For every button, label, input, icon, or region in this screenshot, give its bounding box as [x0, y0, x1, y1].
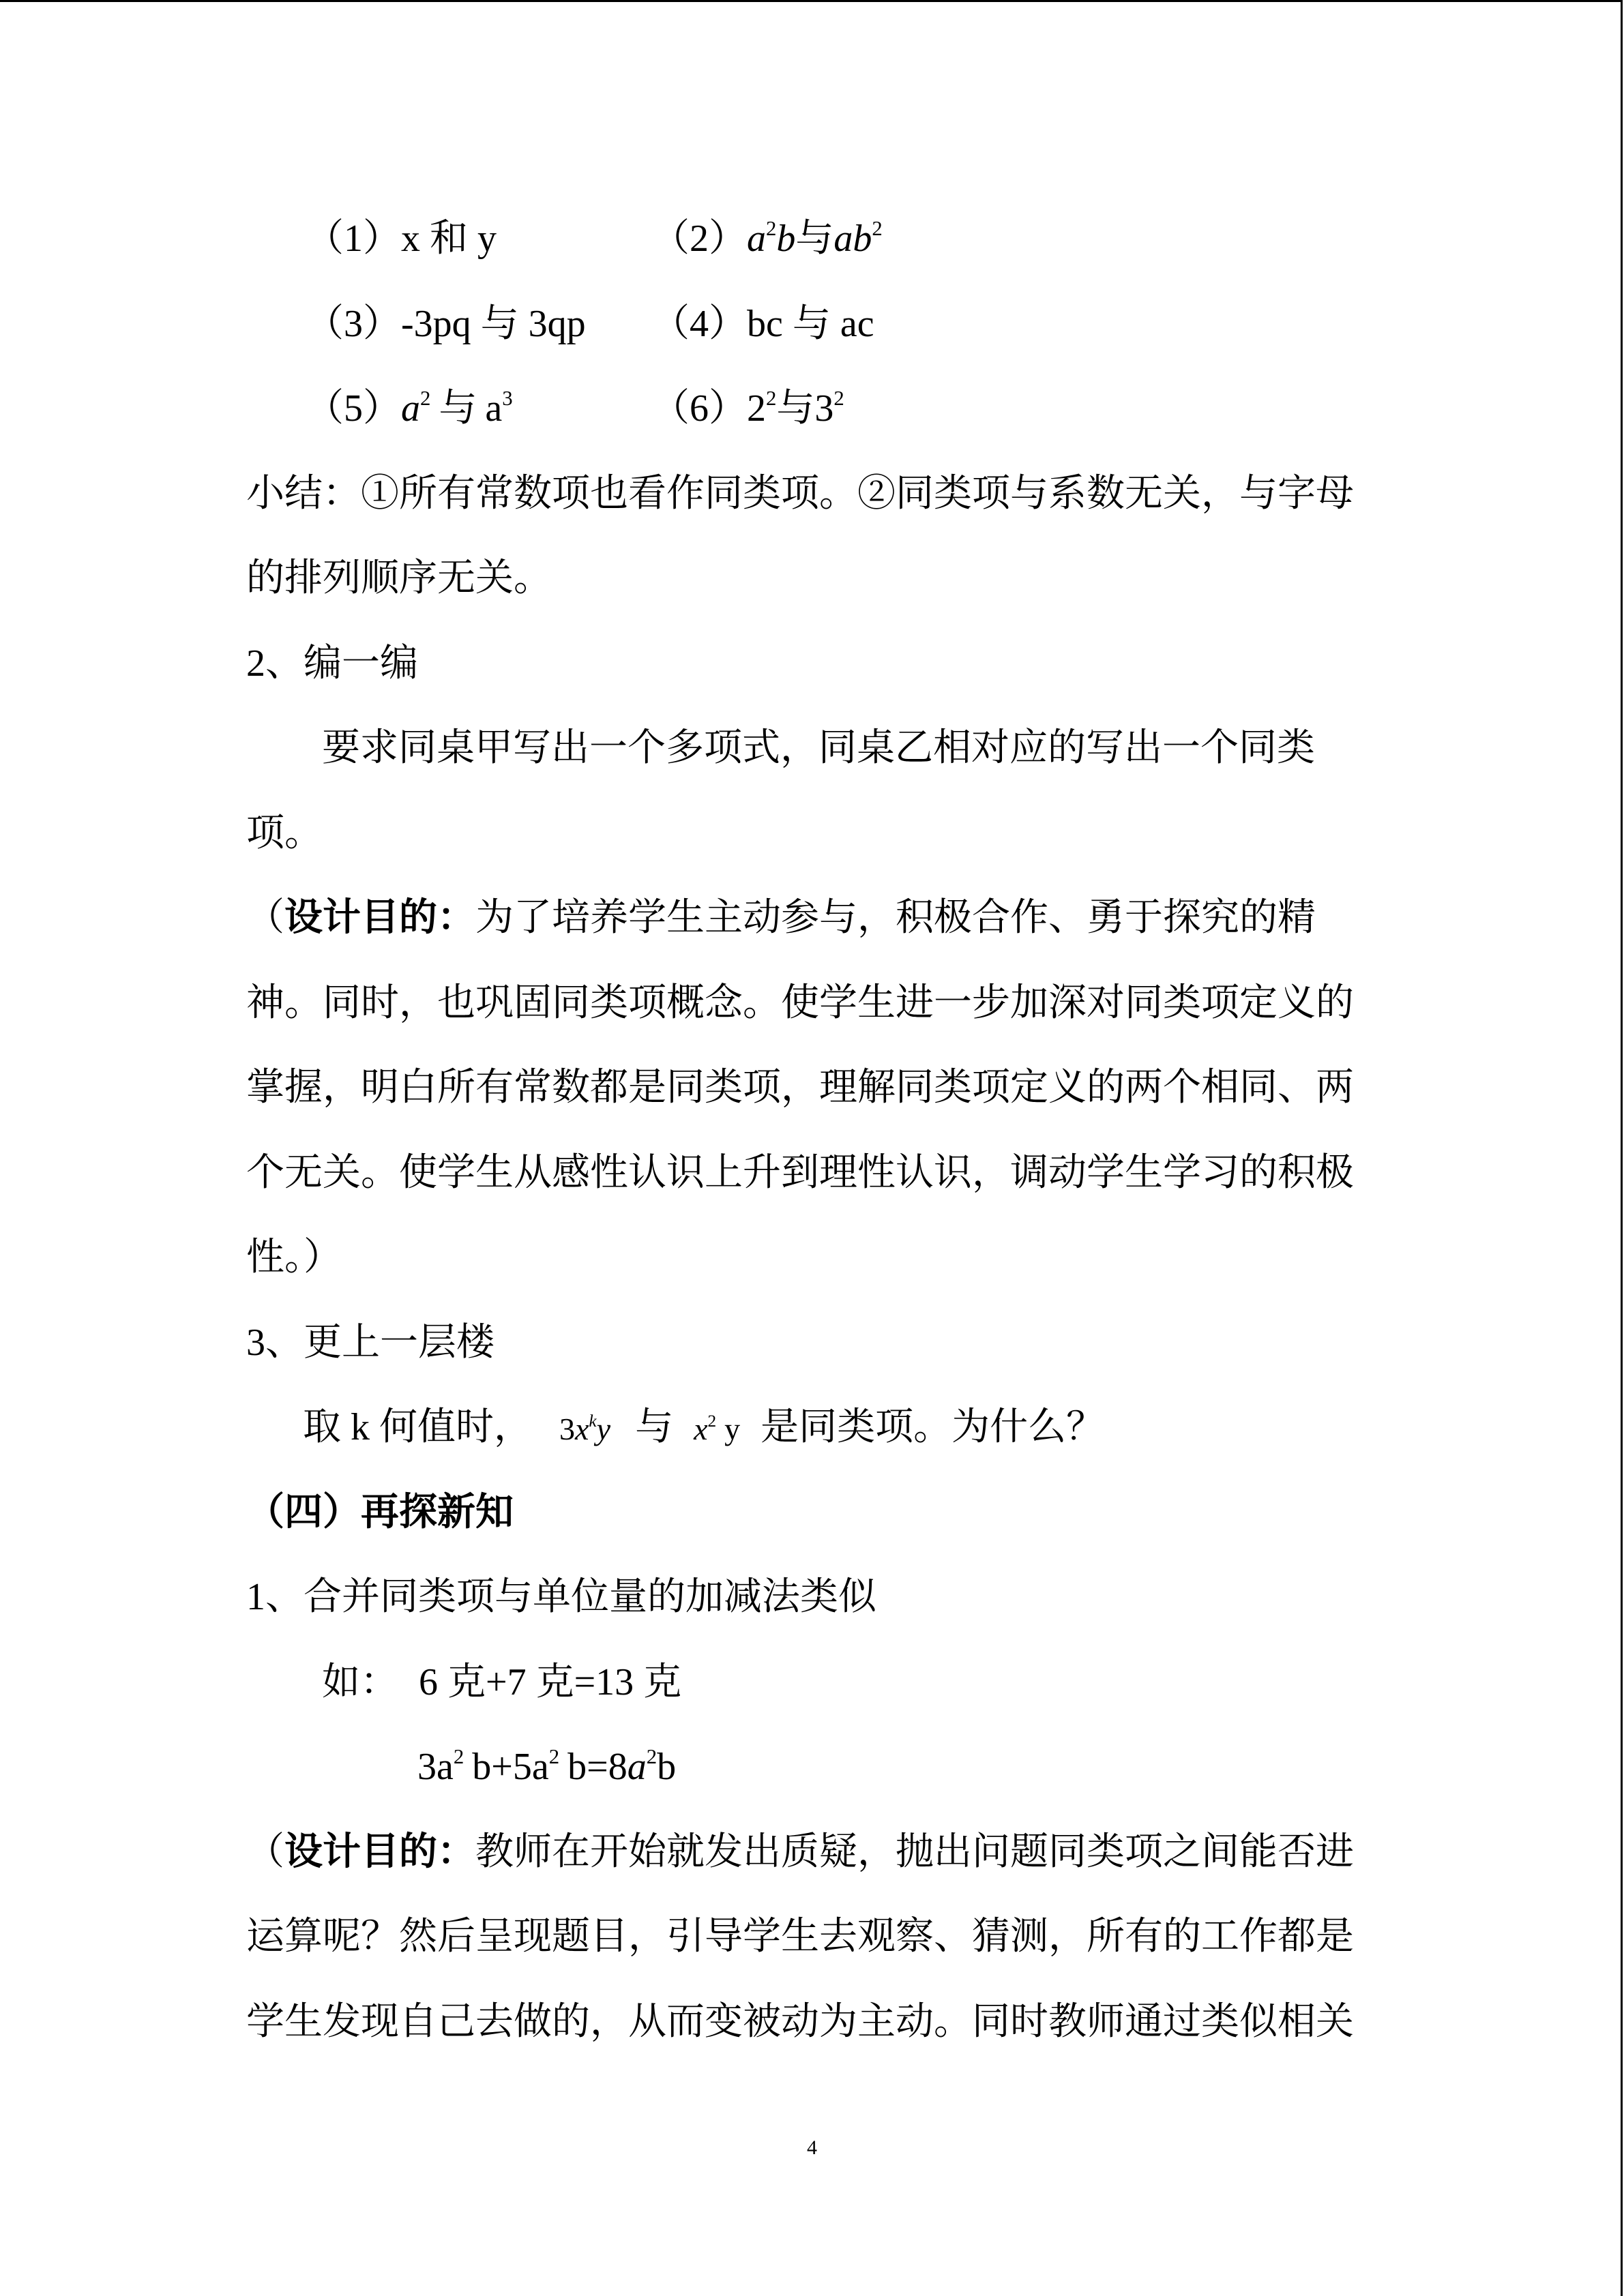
math-exponent: 2 — [420, 386, 431, 410]
math-exponent: 2 — [766, 216, 777, 240]
exercise-text: -3pq 与 3qp — [401, 302, 586, 345]
math-exponent: 2 — [833, 386, 844, 410]
design-purpose-2-line-3: 学生发现自己去做的，从而变被动为主动。同时教师通过类似相关 — [246, 2000, 1354, 2043]
math-variable: a — [485, 387, 503, 430]
part-4-item-1: 1、合并同类项与单位量的加减法类似 — [246, 1576, 876, 1618]
math-variable: b — [657, 1746, 677, 1788]
math-exponent: 2 — [646, 1744, 658, 1768]
summary-line-1: 小结：①所有常数项也看作同类项。②同类项与系数无关，与字母 — [246, 472, 1354, 515]
section-3-question — [246, 1385, 1406, 1470]
exercise-row-3 — [246, 366, 1406, 451]
example-label: 如： — [322, 1660, 398, 1703]
part-4-heading: （四）再探新知 — [246, 1491, 514, 1534]
design-purpose-label: 设计目的： — [284, 1830, 475, 1873]
exercise-label: （5） — [306, 387, 401, 430]
question-conjunction: 与 — [635, 1406, 674, 1448]
question-suffix: 是同类项。为什么？ — [761, 1406, 1105, 1448]
question-prefix: 取 k 何值时， — [303, 1406, 532, 1448]
math-exponent: k — [589, 1412, 597, 1431]
part-4-example-1 — [246, 1640, 1406, 1725]
math-variable: x — [575, 1412, 589, 1446]
math-variable: y — [596, 1412, 611, 1446]
design-purpose-1-line-3: 掌握，明白所有常数都是同类项，理解同类项定义的两个相同、两 — [246, 1067, 1354, 1109]
exercise-5 — [306, 366, 513, 451]
design-purpose-1-line-5: 性。） — [246, 1236, 342, 1279]
math-exponent: 2 — [872, 216, 883, 240]
exercise-label: （2） — [651, 218, 747, 260]
math-exponent: 2 — [548, 1744, 560, 1768]
math-variable: a — [627, 1746, 647, 1788]
design-purpose-1-line-1 — [246, 876, 1406, 961]
example-equation-1: 6 克+7 克=13 克 — [419, 1660, 682, 1703]
question-term-1 — [559, 1412, 610, 1446]
exercise-text: bc 与 ac — [747, 302, 874, 345]
open-paren: （ — [246, 897, 284, 939]
math-variable: ab — [833, 218, 872, 260]
math-number: 3 — [814, 387, 834, 430]
exercise-1 — [306, 196, 497, 282]
exercise-conjunction: 与 — [795, 218, 834, 260]
design-purpose-2-line-2: 运算呢？然后呈现题目，引导学生去观察、猜测，所有的工作都是 — [246, 1915, 1354, 1958]
exercise-2 — [651, 196, 883, 282]
math-term: b=8 — [567, 1746, 628, 1788]
design-purpose-1-line-4: 个无关。使学生从感性认识上升到理性认识，调动学生学习的积极 — [246, 1151, 1354, 1194]
math-variable: a — [747, 218, 766, 260]
math-variable: b — [776, 218, 796, 260]
summary-line-2: 的排列顺序无关。 — [246, 557, 552, 599]
design-purpose-text: 为了培养学生主动参与，积极合作、勇于探究的精 — [475, 897, 1316, 939]
math-variable: a — [401, 387, 420, 430]
example-equation-2 — [417, 1746, 676, 1788]
exercise-4 — [651, 282, 874, 367]
math-variable: x — [694, 1412, 708, 1446]
part-4-example-2 — [246, 1725, 1406, 1810]
exercise-label: （4） — [651, 302, 747, 345]
exercise-3 — [306, 282, 586, 367]
math-exponent: 2 — [453, 1744, 464, 1768]
exercise-label: （1） — [306, 218, 401, 260]
math-number: 2 — [747, 387, 766, 430]
math-coefficient: 3 — [559, 1412, 575, 1446]
section-2-heading: 2、编一编 — [246, 642, 418, 685]
math-term: 3a — [417, 1746, 454, 1788]
design-purpose-1-line-2: 神。同时，也巩固同类项概念。使学生进一步加深对同类项定义的 — [246, 981, 1354, 1024]
exercise-text: x 和 y — [401, 218, 497, 260]
question-term-2 — [694, 1412, 740, 1446]
math-exponent: 3 — [502, 386, 513, 410]
design-purpose-label: 设计目的： — [284, 897, 475, 939]
math-exponent: 2 — [707, 1412, 717, 1431]
math-variable: y — [724, 1412, 741, 1446]
exercise-row-2 — [246, 282, 1406, 367]
open-paren: （ — [246, 1830, 284, 1873]
exercise-label: （6） — [651, 387, 747, 430]
exercise-6 — [651, 366, 844, 451]
section-3-heading: 3、更上一层楼 — [246, 1321, 494, 1364]
page-number: 4 — [807, 2136, 817, 2159]
exercise-row-1 — [246, 196, 1406, 282]
design-purpose-text: 教师在开始就发出质疑，抛出问题同类项之间能否进 — [475, 1830, 1354, 1873]
design-purpose-2-line-1 — [246, 1810, 1406, 1895]
page-content — [246, 196, 1406, 2064]
exercise-conjunction: 与 — [776, 387, 815, 430]
math-term: b+5a — [472, 1746, 549, 1788]
exercise-label: （3） — [306, 302, 401, 345]
section-2-line-2: 项。 — [246, 811, 323, 854]
exercise-conjunction: 与 — [439, 387, 477, 430]
math-exponent: 2 — [766, 386, 777, 410]
section-2-line-1: 要求同桌甲写出一个多项式，同桌乙相对应的写出一个同类 — [322, 727, 1315, 769]
